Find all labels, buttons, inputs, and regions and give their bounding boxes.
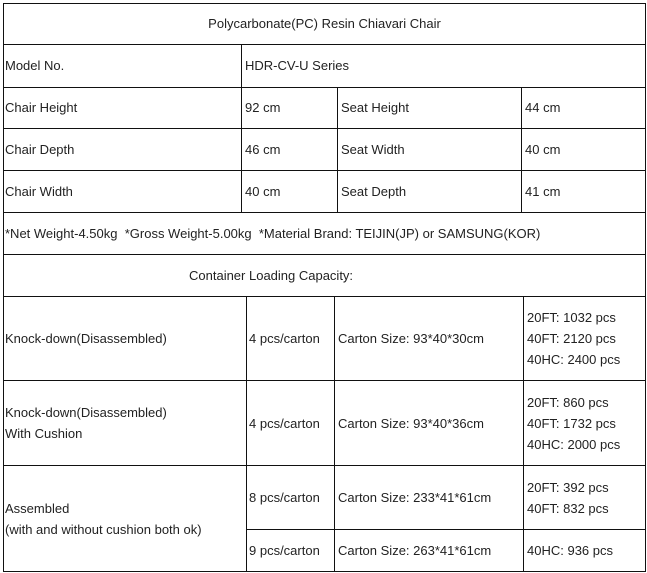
model-label: Model No. — [5, 58, 65, 73]
rule — [3, 380, 646, 381]
capacity-line: 40FT: 1732 pcs — [527, 416, 616, 431]
rule — [3, 3, 646, 4]
rule — [3, 296, 646, 297]
rule — [3, 44, 646, 45]
dim-value: 44 cm — [525, 100, 561, 115]
capacity-line: 40HC: 2400 pcs — [527, 352, 621, 367]
type-line: Assembled — [5, 501, 70, 516]
rule — [246, 529, 646, 530]
dim-value: 40 cm — [525, 142, 561, 157]
loading-carton: Carton Size: 93*40*36cm — [338, 416, 484, 431]
dim-label: Chair Depth — [5, 142, 75, 157]
loading-pcs: 4 pcs/carton — [249, 416, 320, 431]
assembled-carton: Carton Size: 233*41*61cm — [338, 490, 492, 505]
rule — [241, 44, 242, 212]
dim-label: Seat Width — [341, 142, 405, 157]
rule — [246, 296, 247, 572]
rule — [645, 3, 646, 572]
loading-carton: Carton Size: 93*40*30cm — [338, 331, 484, 346]
rule — [334, 296, 335, 572]
loading-capacity — [527, 307, 620, 370]
loading-type — [5, 402, 167, 444]
rule — [3, 87, 646, 88]
model-value: HDR-CV-U Series — [245, 58, 350, 73]
loading-type: Knock-down(Disassembled) — [5, 331, 167, 346]
assembled-capacity — [527, 477, 609, 519]
loading-capacity — [527, 392, 620, 455]
capacity-line: 40HC: 2000 pcs — [527, 437, 621, 452]
capacity-line: 40FT: 832 pcs — [527, 501, 609, 516]
assembled-type — [5, 498, 202, 540]
dim-label: Seat Height — [341, 100, 409, 115]
capacity-line: 20FT: 392 pcs — [527, 480, 609, 495]
type-line: With Cushion — [5, 426, 83, 441]
type-line: (with and without cushion both ok) — [5, 522, 202, 537]
rule — [3, 212, 646, 213]
assembled-pcs: 8 pcs/carton — [249, 490, 320, 505]
assembled-pcs: 9 pcs/carton — [249, 543, 320, 558]
rule — [337, 87, 338, 212]
loading-header: Container Loading Capacity: — [189, 268, 354, 283]
weights-note: *Net Weight-4.50kg *Gross Weight-5.00kg *Material Brand: TEIJIN(JP) or SAMSUNG(KOR) — [5, 226, 541, 241]
rule — [521, 87, 522, 212]
dim-label: Chair Width — [5, 184, 73, 199]
rule — [523, 296, 524, 572]
capacity-line: 40FT: 2120 pcs — [527, 331, 616, 346]
table-title: Polycarbonate(PC) Resin Chiavari Chair — [208, 16, 441, 31]
rule — [3, 571, 646, 572]
rule — [3, 465, 646, 466]
rule — [3, 170, 646, 171]
assembled-carton: Carton Size: 263*41*61cm — [338, 543, 492, 558]
loading-pcs: 4 pcs/carton — [249, 331, 320, 346]
dim-value: 40 cm — [245, 184, 281, 199]
dim-value: 46 cm — [245, 142, 281, 157]
dim-value: 92 cm — [245, 100, 281, 115]
type-line: Knock-down(Disassembled) — [5, 405, 167, 420]
rule — [3, 3, 4, 572]
dim-label: Chair Height — [5, 100, 78, 115]
capacity-line: 20FT: 860 pcs — [527, 395, 609, 410]
assembled-capacity: 40HC: 936 pcs — [527, 543, 613, 558]
capacity-line: 20FT: 1032 pcs — [527, 310, 616, 325]
dim-value: 41 cm — [525, 184, 561, 199]
rule — [3, 128, 646, 129]
dim-label: Seat Depth — [341, 184, 407, 199]
rule — [3, 254, 646, 255]
